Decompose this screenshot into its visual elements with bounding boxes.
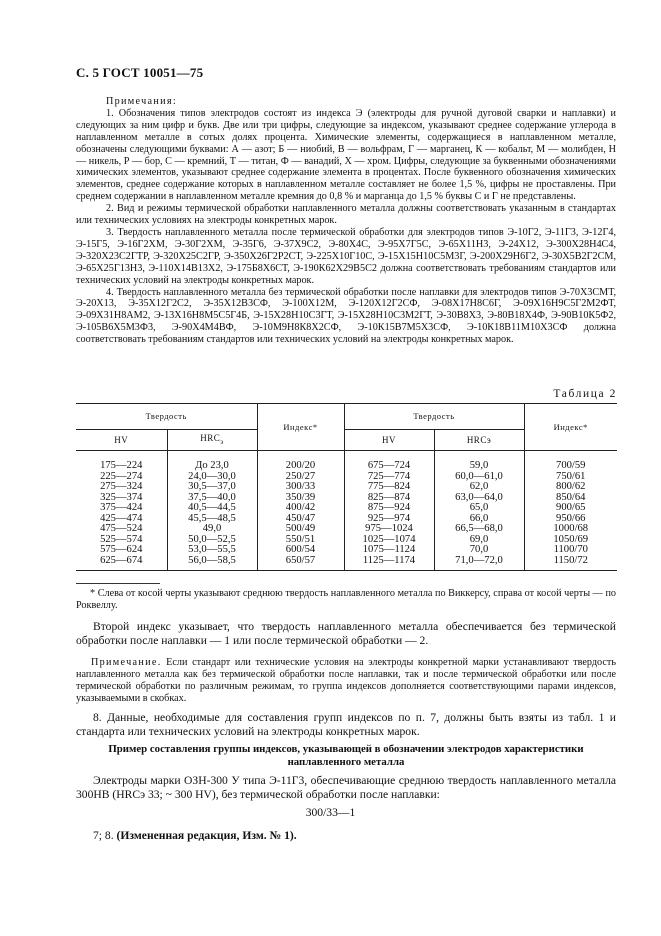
table-cell-value: 300/33	[285, 481, 316, 493]
edit-label: (Измененная редакция, Изм. № 1).	[116, 829, 297, 842]
table-cell-value: 475—524	[100, 523, 143, 535]
table-cell-value: 350/39	[285, 491, 316, 503]
paragraph-8: 8. Данные, необходимые для составления групп индексов по п. 7, должны быть взяты из табл. 1 и стандарта или технических условий на электроды конкретных марок.	[76, 711, 616, 738]
table-cell-value: 325—374	[100, 491, 143, 503]
header-hrc-left: $HRC_э$	[167, 430, 257, 451]
note-text: Если стандарт или технические условия на электроды конкретной марки устанавливают твердость наплавленного металла как без термической обработки после наплавки, так и после термической обработки или после термической обработки по различным режимам, то группа индексов дополняется соответствующими парами индексов, указываемыми в скобках.	[76, 657, 617, 704]
table-cell-value: 53,0—55,5	[188, 544, 236, 556]
page-header: С. 5 ГОСТ 10051—75	[76, 65, 204, 80]
table-cell-value: 65,0	[469, 502, 489, 514]
table-cell-value: 600/54	[285, 544, 316, 556]
header-index-right: Индекс*	[524, 404, 617, 451]
table-cell-value: 71,0—72,0	[455, 554, 503, 566]
table-cell-value: 900/65	[556, 502, 586, 514]
table-cell-value: 650/57	[285, 554, 316, 566]
note-heading: Примечание.	[91, 657, 162, 668]
edit-note	[93, 829, 297, 842]
table-body-row	[76, 451, 617, 571]
table-cell-value: 625—674	[100, 554, 143, 566]
table-cell-value: 1125—1174	[362, 554, 416, 566]
table-cell-value: 175—224	[100, 460, 143, 471]
table-cell-value: 850/64	[556, 491, 586, 503]
table-cell-value: До 23,0	[195, 460, 229, 471]
table-cell-value: 450/47	[285, 512, 316, 524]
second-index-paragraph: Второй индекс указывает, что твердость наплавленного металла обеспечивается без термической обработки после наплавки — 1 или после термической обработки — 2.	[76, 620, 616, 647]
table-cell-value: 775—824	[367, 481, 411, 493]
table-cell-value: 63,0—64,0	[455, 491, 503, 503]
table-cell-value: 1025—1074	[362, 533, 416, 545]
table-cell-value: 49,0	[202, 523, 222, 535]
table-cell-value: 575—624	[100, 544, 143, 556]
table-cell-value: 1100/70	[553, 544, 588, 556]
table-cell-value: 200/20	[285, 460, 316, 471]
header-tverdost-right: Твердость	[344, 404, 524, 430]
notes-heading: Примечания:	[106, 96, 177, 107]
table-cell-value: 875—924	[367, 502, 411, 514]
hardness-index-table	[76, 403, 617, 571]
header-index-left: Индекс*	[257, 404, 344, 451]
table-cell-value: 400/42	[285, 502, 316, 514]
header-hv-left: HV	[76, 430, 167, 451]
header-tverdost-left: Твердость	[76, 404, 257, 430]
footnote-rule	[76, 583, 160, 584]
table-cell-value: 225—274	[100, 470, 143, 482]
table-cell-value: 675—724	[367, 460, 411, 471]
table-cell-value: 500/49	[285, 523, 316, 535]
note-3: 3. Твердость наплавленного металла после термической обработки для электродов типов Э-10Г2, Э-11Г3, Э-12Г4, Э-15Г5, Э-16Г2ХМ, Э-30Г2ХМ, Э-35Г6, Э-37Х9С2, Э-80Х4С, Э-95Х7Г5С, Э-65Х11Н3, Э-24Х12, Э-300Х28Н4С4, Э-320Х23С2ГТР, Э-320Х25С2ГР, Э-350Х26Г2Р2СТ, Э-225Х10Г10С, Э-15Х15Н10С5М3Г, Э-200Х29Н6Г2, Э-30Х5В2Г2СМ, Э-65Х25Г13Н3, Э-110Х14В13Х2, Э-175Б8Х6СТ, Э-190К62Х29В5С2 должна соответствовать требованиям стандартов или технических условий на электроды конкретных марок.	[76, 226, 616, 286]
header-hv-right: HV	[344, 430, 434, 451]
example-text: Электроды марки ОЗН-300 У типа Э-11Г3, обеспечивающие среднюю твердость наплавленного металла 300HB (HRCэ 33; ~ 300 HV), без термической обработки после наплавки:	[76, 774, 616, 801]
col-index-left	[257, 451, 344, 571]
col-index-right	[524, 451, 617, 571]
table-cell-value: 275—324	[100, 481, 143, 493]
table-cell-value: 59,0	[469, 460, 489, 471]
table-cell-value: 700/59	[556, 460, 586, 471]
table-cell-value: 69,0	[469, 533, 489, 545]
note-1: 1. Обозначения типов электродов состоят из индекса Э (электроды для ручной дуговой сварки и наплавки) и следующих за ним цифр и букв. Две или три цифры, следующие за индексом, указывают среднее содержание углерода в наплавленном металле в сотых долях процента. Химические элементы, содержащиеся в наплавленном металле, обозначены следующими буквами: А — азот; Б — ниобий, В — вольфрам, Г — марганец, К — кобальт, М — молибден, Н — никель, Р — бор, С — кремний, Т — титан, Ф — ванадий, Х — хром. Цифры, следующие за буквенными обозначениями химических элементов, указывают среднее содержание элемента в процентах. После буквенного обозначения химических элементов, среднее содержание которых в наплавленном металле составляет не более 1,5 %, цифры не проставлены. При среднем содержании в наплавленном металле кремния до 0,8 % и марганца до 1,5 % буквы С и Г не представлены.	[76, 107, 616, 203]
table-cell-value: 250/27	[285, 470, 316, 482]
table-cell-value: 66,5—68,0	[455, 523, 503, 535]
example-title: Пример составления группы индексов, указывающей в обозначении электродов характеристики наплавленного металла	[108, 743, 584, 768]
table-cell-value: 750/61	[556, 470, 586, 482]
table-cell-value: 60,0—61,0	[455, 470, 503, 482]
note-4: 4. Твердость наплавленного металла без термической обработки после наплавки для электродов типов Э-70Х3СМТ, Э-20Х13, Э-35Х12Г2С2, Э-35Х12В3СФ, Э-100Х12М, Э-120Х12Г2СФ, Э-08Х17Н8С6Г, Э-09Х16Н9С5Г2М2ФТ, Э-09Х31Н8АМ2, Э-13Х16Н8М5С5Г4Б, Э-15Х28Н10С3ГТ, Э-15Х28Н10С3М2ГТ, Э-30В8Х3, Э-80В18Х4Ф, Э-90В10К5Ф2, Э-105В6Х5М3Ф3, Э-90Х4М4ВФ, Э-10М9Н8К8Х2СФ, Э-10К15В7М5Х3СФ, Э-10К18В11М10Х3СФ должна соответствовать требованиям стандартов или технических условий на электроды конкретных марок.	[76, 286, 616, 346]
table-cell-value: 1075—1124	[362, 544, 416, 556]
table-cell-value: 800/62	[556, 481, 586, 493]
note-2: 2. Вид и режимы термической обработки наплавленного металла должны соответствовать указанным в стандартах или технических условиях на электроды конкретных марок.	[76, 203, 616, 227]
table-cell-value: 925—974	[367, 512, 411, 524]
table-cell-value: 825—874	[367, 491, 411, 503]
table-cell-value: 24,0—30,0	[188, 470, 236, 482]
col-hrc-left	[167, 451, 257, 571]
table-cell-value: 50,0—52,5	[188, 533, 236, 545]
index-formula: 300/33—1	[305, 806, 356, 819]
table-cell-value: 37,5—40,0	[188, 491, 236, 503]
table-cell-value: 975—1024	[365, 523, 413, 535]
table-cell-value: 40,5—44,5	[188, 502, 236, 514]
notes-section	[76, 96, 616, 346]
edit-prefix: 7; 8.	[93, 829, 114, 842]
table-footnote: * Слева от косой черты указывают среднюю твердость наплавленного металла по Виккерсу, справа от косой черты — по Роквеллу.	[76, 588, 616, 611]
col-hrc-right	[434, 451, 524, 571]
table-cell-value: 1050/69	[553, 533, 589, 545]
col-hv-right	[344, 451, 434, 571]
header-hrc-right: HRCэ	[434, 430, 524, 451]
table-cell-value: 725—774	[367, 470, 411, 482]
table-cell-value: 66,0	[469, 512, 489, 524]
table-cell-value: 550/51	[285, 533, 316, 545]
table-cell-value: 1000/68	[553, 523, 589, 535]
table-cell-value: 45,5—48,5	[188, 512, 236, 524]
table-cell-value: 62,0	[469, 481, 489, 493]
table-cell-value: 30,5—37,0	[188, 481, 236, 493]
note-paragraph	[76, 657, 616, 705]
table-caption: Таблица 2	[553, 388, 617, 400]
table-cell-value: 950/66	[556, 512, 586, 524]
table-cell-value: 425—474	[100, 512, 143, 524]
table-cell-value: 525—574	[100, 533, 143, 545]
table-cell-value: 70,0	[469, 544, 489, 556]
table-cell-value: 375—424	[100, 502, 143, 514]
table-cell-value: 1150/72	[553, 554, 588, 566]
col-hv-left	[76, 451, 167, 571]
table-cell-value: 56,0—58,5	[188, 554, 236, 566]
